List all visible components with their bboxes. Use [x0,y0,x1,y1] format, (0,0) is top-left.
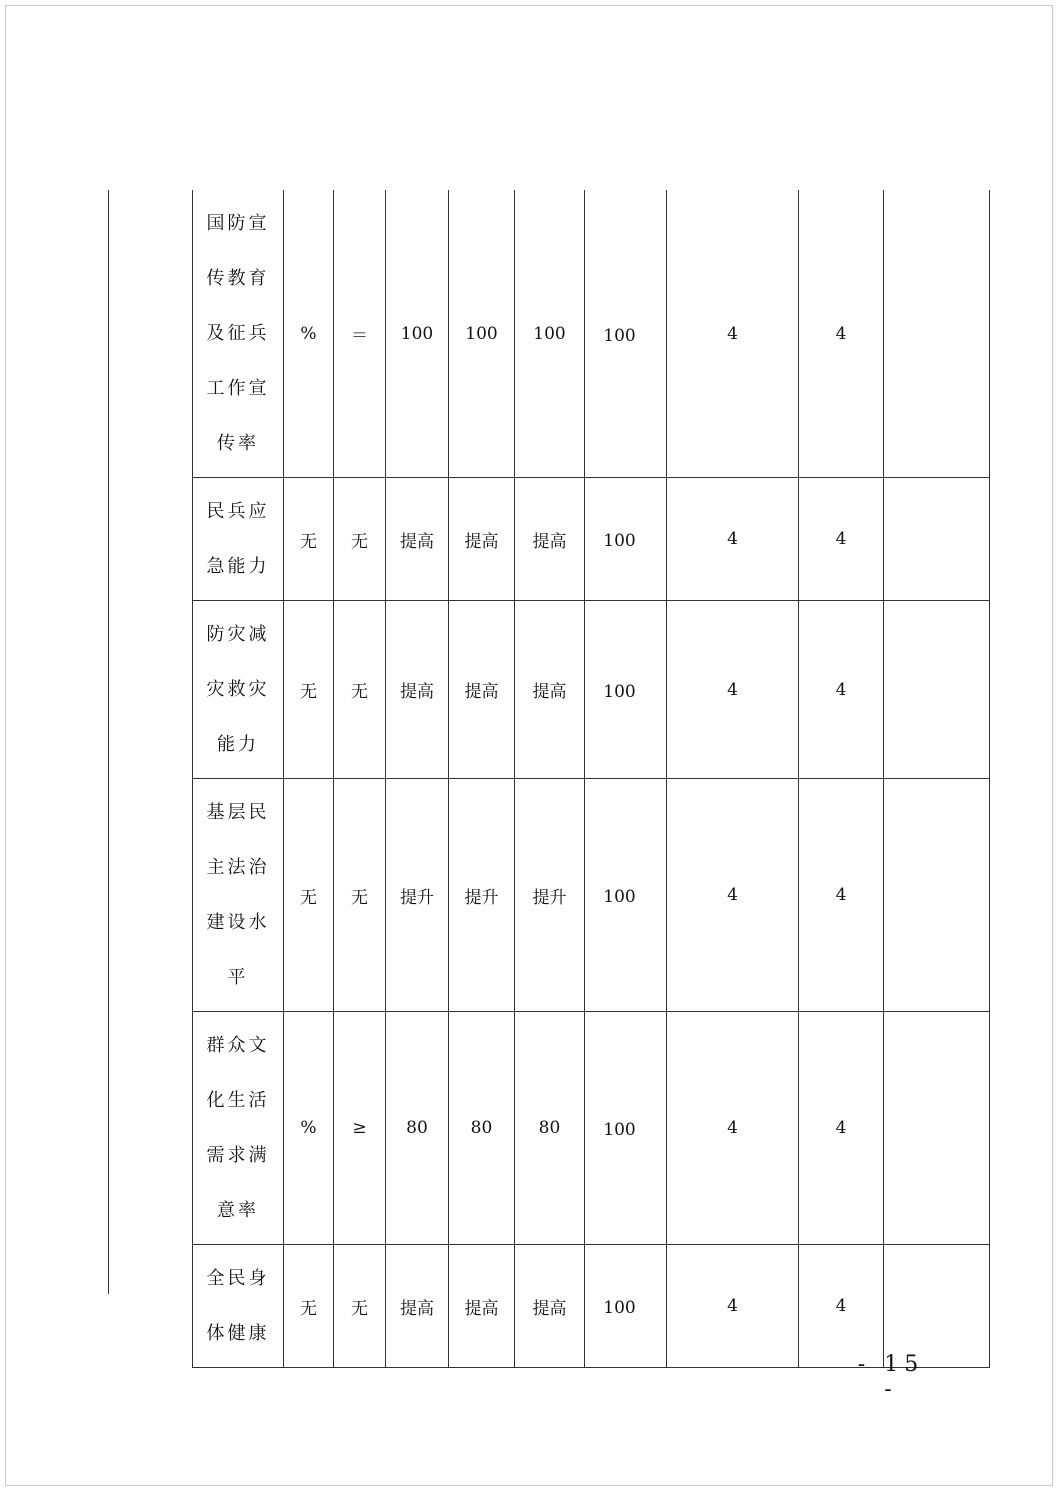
score-cell-2-text: 4 [835,1118,847,1138]
unit-cell-text: 无 [300,682,317,702]
operator-cell-text: ≥ [352,1118,367,1138]
value-cell-3-text: 提高 [532,682,567,702]
unit-cell-text: % [300,1118,317,1138]
value-cell-3 [515,1245,585,1368]
remark-cell [884,478,990,601]
value-cell-3-text: 100 [533,323,566,344]
value-cell-3 [515,478,585,601]
weight-cell-text: 100 [603,531,636,551]
score-cell-2 [799,478,884,601]
value-cell-3-text: 提高 [532,531,567,552]
value-cell-2-text: 提升 [464,887,499,908]
value-cell-1-text: 提高 [400,1298,434,1319]
indicator-name-cell [193,190,284,478]
remark-cell [884,601,990,779]
remark-cell [884,1012,990,1245]
unit-cell [284,190,334,478]
weight-cell [585,601,667,779]
table-row [193,190,990,478]
score-cell [667,1245,799,1368]
unit-cell [284,779,334,1012]
indicator-name-line: 急能力 [206,556,270,577]
operator-cell-text: 无 [351,887,368,908]
indicator-name-cell [193,779,284,1012]
remark-cell [884,779,990,1012]
score-cell-2-text: 4 [835,679,847,700]
score-cell [667,190,799,478]
value-cell-1 [386,478,449,601]
score-cell-text: 4 [727,323,738,344]
indicator-name-line: 化生活 [206,1090,270,1111]
score-cell-2-text: 4 [835,885,847,905]
indicator-name-line: 灾救灾 [206,679,270,700]
value-cell-3 [515,601,585,779]
table-row [193,1245,990,1368]
table-row [193,478,990,601]
value-cell-3-text: 提高 [532,1298,567,1319]
score-cell [667,601,799,779]
score-cell-2-text: 4 [835,529,847,549]
indicator-name-line: 能力 [217,734,259,755]
indicator-name-line: 工作宣 [206,378,270,399]
score-cell-2-text: 4 [835,1296,847,1316]
weight-cell-text: 100 [603,681,636,702]
page-number: - 15 - [857,1352,925,1402]
score-cell-2-text: 4 [835,323,847,344]
indicator-name-line: 需求满 [206,1145,270,1166]
value-cell-1 [386,779,449,1012]
unit-cell-text: 无 [300,531,317,552]
score-cell [667,478,799,601]
indicator-name-cell [193,1012,284,1245]
unit-cell [284,1245,334,1368]
indicator-name-line: 体健康 [206,1323,270,1344]
score-cell-2 [799,190,884,478]
value-cell-2-text: 提高 [464,1298,499,1319]
value-cell-2 [449,478,515,601]
value-cell-1 [386,1245,449,1368]
remark-cell [884,190,990,478]
remark-cell [884,1245,990,1368]
indicator-name-cell [193,478,284,601]
score-cell-text: 4 [727,1296,738,1316]
score-cell-text: 4 [727,529,738,549]
unit-cell [284,601,334,779]
value-cell-2 [449,601,515,779]
indicator-name-line: 群众文 [206,1035,270,1056]
indicator-name-line: 意率 [217,1200,259,1221]
unit-cell-text: 无 [300,887,317,908]
score-cell [667,779,799,1012]
value-cell-2 [449,779,515,1012]
value-cell-1 [386,1012,449,1245]
value-cell-1-text: 80 [406,1118,428,1138]
weight-cell-text: 100 [603,1120,636,1140]
weight-cell [585,190,667,478]
indicator-name-line: 基层民 [206,802,270,823]
value-cell-1-text: 提高 [400,531,434,552]
weight-cell [585,779,667,1012]
indicator-name-cell [193,1245,284,1368]
score-cell-2 [799,779,884,1012]
value-cell-3 [515,190,585,478]
weight-cell [585,1245,667,1368]
table-row [193,779,990,1012]
score-cell-text: 4 [727,1118,738,1138]
value-cell-2-text: 80 [470,1118,493,1138]
weight-cell-text: 100 [603,1298,636,1318]
score-cell [667,1012,799,1245]
indicator-name-line: 全民身 [206,1268,270,1289]
indicator-name-line: 传率 [217,433,259,454]
value-cell-2 [449,1012,515,1245]
operator-cell [334,779,386,1012]
operator-cell [334,190,386,478]
indicator-name-line: 防灾减 [206,624,270,645]
score-cell-text: 4 [727,679,738,700]
indicator-name-line: 平 [227,967,249,988]
value-cell-1-text: 提升 [400,887,434,908]
value-cell-2 [449,1245,515,1368]
score-cell-2 [799,1245,884,1368]
value-cell-2-text: 提高 [464,531,499,552]
operator-cell-text: ＝ [351,326,368,346]
value-cell-1-text: 提高 [400,682,434,702]
value-cell-1-text: 100 [400,323,434,344]
unit-cell-text: 无 [300,1298,317,1319]
indicator-name-line: 民兵应 [206,501,270,522]
operator-cell [334,478,386,601]
value-cell-2-text: 提高 [464,682,499,702]
weight-cell-text: 100 [603,325,636,346]
score-cell-2 [799,601,884,779]
value-cell-3 [515,1012,585,1245]
value-cell-2-text: 100 [465,323,498,344]
indicator-name-line: 主法治 [206,857,270,878]
indicator-name-line: 及征兵 [206,323,270,344]
indicator-name-line: 传教育 [206,268,270,289]
value-cell-3 [515,779,585,1012]
indicator-name-line: 国防宣 [206,213,270,234]
indicator-table [192,190,990,1368]
indicator-name-cell [193,601,284,779]
weight-cell [585,478,667,601]
operator-cell [334,601,386,779]
value-cell-3-text: 80 [538,1118,561,1138]
value-cell-1 [386,190,449,478]
unit-cell-text: % [300,323,317,344]
operator-cell [334,1245,386,1368]
table-row [193,1012,990,1245]
score-cell-text: 4 [727,885,738,905]
unit-cell [284,1012,334,1245]
value-cell-2 [449,190,515,478]
operator-cell [334,1012,386,1245]
operator-cell-text: 无 [351,1298,368,1319]
operator-cell-text: 无 [351,682,368,702]
value-cell-3-text: 提升 [532,887,567,908]
operator-cell-text: 无 [351,531,368,552]
value-cell-1 [386,601,449,779]
indicator-name-line: 建设水 [206,912,270,933]
unit-cell [284,478,334,601]
score-cell-2 [799,1012,884,1245]
weight-cell-text: 100 [603,887,636,907]
weight-cell [585,1012,667,1245]
table-row [193,601,990,779]
left-column-rule [108,190,109,1294]
